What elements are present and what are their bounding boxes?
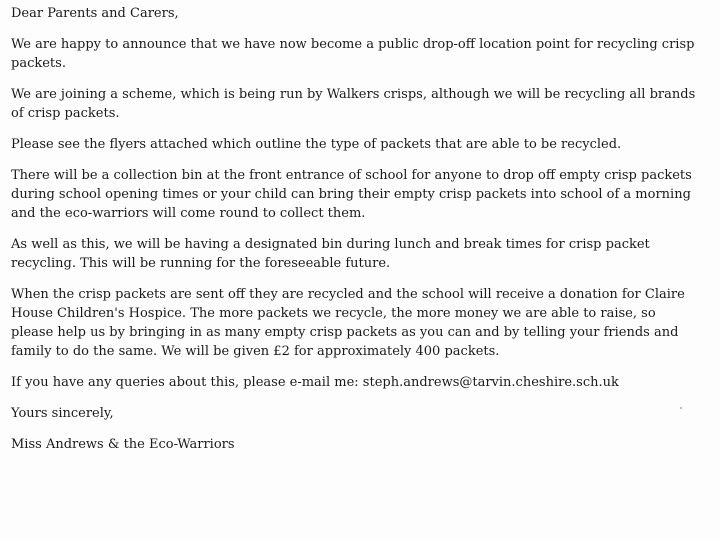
paragraph-drop-off-announcement: We are happy to announce that we have now become a public drop-off location point for recycling crisp packets. [11,37,695,71]
contact-line [11,373,700,392]
contact-text: If you have any queries about this, please e-mail me: [11,375,363,390]
closing: Yours sincerely, [11,406,114,421]
scan-speck [680,407,682,409]
paragraph-collection-bin: There will be a collection bin at the front entrance of school for anyone to drop off empty crisp packets during school opening times or your child can bring their empty crisp packets into school of a morning and the eco-warriors will come round to collect them. [11,168,692,221]
paragraph-walkers-scheme: We are joining a scheme, which is being run by Walkers crisps, although we will be recycling all brands of crisp packets. [11,87,696,121]
paragraph-flyers: Please see the flyers attached which outline the type of packets that are able to be recycled. [11,137,622,152]
paragraph-donation: When the crisp packets are sent off they are recycled and the school will receive a donation for Claire House Children's Hospice. The more packets we recycle, the more money we are able to raise, so please help us by bringing in as many empty crisp packets as you can and by telling your friends and family to do the same. We will be given £2 for approximately 400 packets. [11,287,685,359]
salutation: Dear Parents and Carers, [11,6,179,21]
contact-email: steph.andrews@tarvin.cheshire.sch.uk [362,375,619,390]
signature: Miss Andrews & the Eco-Warriors [11,437,235,452]
letter-body [11,4,700,454]
paragraph-lunch-bin: As well as this, we will be having a designated bin during lunch and break times for crisp packet recycling. This will be running for the foreseeable future. [11,237,650,271]
